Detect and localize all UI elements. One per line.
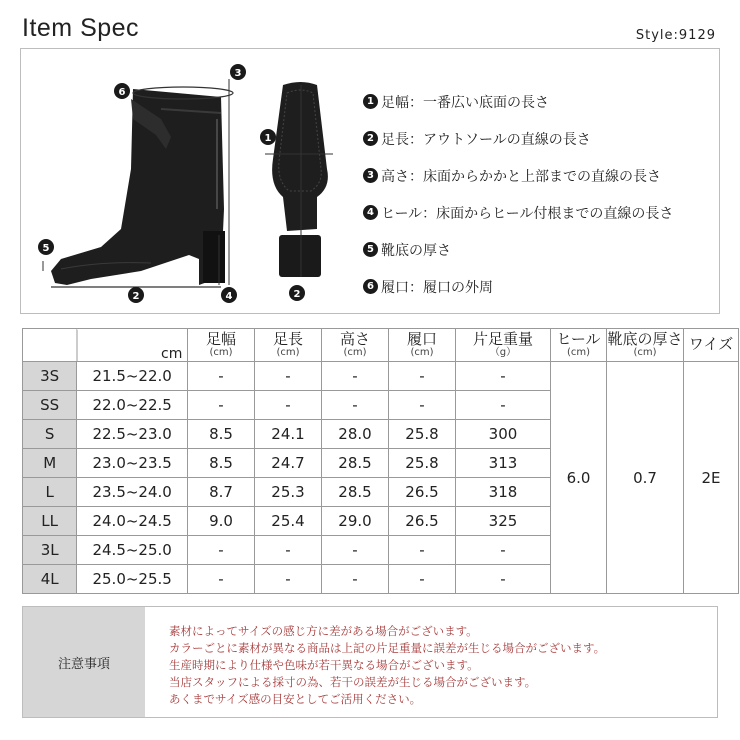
length-cell: 24.7 bbox=[255, 449, 322, 478]
height-cell: 28.5 bbox=[322, 478, 389, 507]
header-wise: ワイズ bbox=[684, 329, 739, 362]
width-cell: - bbox=[188, 536, 255, 565]
height-cell: 28.5 bbox=[322, 449, 389, 478]
size-cell: M bbox=[23, 449, 77, 478]
size-cell: 3L bbox=[23, 536, 77, 565]
number-badge: 1 bbox=[363, 94, 378, 109]
legend-text: 足長：アウトソールの直線の長さ bbox=[381, 131, 591, 148]
cm-cell: 22.0~22.5 bbox=[77, 391, 188, 420]
cm-cell: 23.0~23.5 bbox=[77, 449, 188, 478]
notes-panel bbox=[22, 606, 718, 718]
note-line: カラーごとに素材が異なる商品は上記の片足重量に誤差が生じる場合がございます。 bbox=[169, 641, 606, 655]
legend-item bbox=[363, 231, 723, 268]
page-title: Item Spec bbox=[22, 14, 140, 42]
corner-size-cm-label: SIZE bbox=[80, 333, 103, 344]
sole-cell: 0.7 bbox=[607, 362, 684, 594]
opening-cell: - bbox=[389, 391, 456, 420]
height-cell: - bbox=[322, 391, 389, 420]
note-line: あくまでサイズ感の目安としてご活用ください。 bbox=[169, 692, 422, 706]
badge-2-sole bbox=[289, 285, 305, 301]
height-cell: 28.0 bbox=[322, 420, 389, 449]
table-row bbox=[23, 362, 739, 391]
height-cell: - bbox=[322, 362, 389, 391]
boot-side-view bbox=[51, 89, 225, 285]
cm-cell: 21.5~22.0 bbox=[77, 362, 188, 391]
width-cell: 8.5 bbox=[188, 420, 255, 449]
cm-cell: 22.5~23.0 bbox=[77, 420, 188, 449]
wise-cell: 2E bbox=[684, 362, 739, 594]
svg-text:4: 4 bbox=[225, 291, 233, 302]
size-cell: LL bbox=[23, 507, 77, 536]
header-heel: ヒール (cm) bbox=[551, 329, 607, 362]
corner-size-label: SIZE bbox=[26, 333, 49, 344]
length-cell: - bbox=[255, 391, 322, 420]
boot-diagram bbox=[21, 49, 356, 315]
width-cell: 8.7 bbox=[188, 478, 255, 507]
opening-cell: 25.8 bbox=[389, 420, 456, 449]
header-weight: 片足重量 （g） bbox=[456, 329, 551, 362]
length-cell: - bbox=[255, 536, 322, 565]
svg-text:2: 2 bbox=[132, 291, 140, 302]
number-badge: 2 bbox=[363, 131, 378, 146]
height-cell: - bbox=[322, 565, 389, 594]
opening-cell: 26.5 bbox=[389, 478, 456, 507]
size-cell: L bbox=[23, 478, 77, 507]
legend-text: 靴底の厚さ bbox=[381, 242, 451, 259]
header-foot-length: 足長 (cm) bbox=[255, 329, 322, 362]
legend-item bbox=[363, 157, 723, 194]
cm-cell: 24.5~25.0 bbox=[77, 536, 188, 565]
number-badge: 5 bbox=[363, 242, 378, 257]
size-cell: 3S bbox=[23, 362, 77, 391]
opening-cell: - bbox=[389, 536, 456, 565]
corner-sml-label: S·M·L bbox=[45, 350, 72, 361]
style-code: Style:9129 bbox=[635, 28, 716, 43]
svg-text:3: 3 bbox=[234, 68, 242, 79]
badge-4 bbox=[221, 287, 237, 303]
spec-panel bbox=[20, 48, 720, 314]
height-cell: 29.0 bbox=[322, 507, 389, 536]
legend-text: 足幅：一番広い底面の長さ bbox=[381, 94, 549, 111]
cm-cell: 25.0~25.5 bbox=[77, 565, 188, 594]
height-cell: - bbox=[322, 536, 389, 565]
heel-cell: 6.0 bbox=[551, 362, 607, 594]
size-cell: 4L bbox=[23, 565, 77, 594]
badge-6 bbox=[114, 83, 130, 99]
opening-cell: 25.8 bbox=[389, 449, 456, 478]
weight-cell: 313 bbox=[456, 449, 551, 478]
legend-text: 高さ：床面からかかと上部までの直線の長さ bbox=[381, 168, 661, 185]
width-cell: 8.5 bbox=[188, 449, 255, 478]
legend-item bbox=[363, 268, 723, 305]
weight-cell: - bbox=[456, 362, 551, 391]
table-corner-cell bbox=[23, 329, 188, 362]
svg-text:6: 6 bbox=[118, 87, 126, 98]
measurement-legend bbox=[363, 83, 723, 305]
number-badge: 6 bbox=[363, 279, 378, 294]
size-cell: S bbox=[23, 420, 77, 449]
badge-2-side bbox=[128, 287, 144, 303]
badge-5 bbox=[38, 239, 54, 255]
length-cell: 24.1 bbox=[255, 420, 322, 449]
cm-cell: 23.5~24.0 bbox=[77, 478, 188, 507]
weight-cell: - bbox=[456, 536, 551, 565]
legend-text: ヒール：床面からヒール付根までの直線の長さ bbox=[381, 205, 674, 222]
notes-list bbox=[169, 623, 605, 708]
legend-item bbox=[363, 120, 723, 157]
weight-cell: - bbox=[456, 391, 551, 420]
opening-cell: 26.5 bbox=[389, 507, 456, 536]
badge-3 bbox=[230, 64, 246, 80]
width-cell: - bbox=[188, 362, 255, 391]
note-line: 素材によってサイズの感じ方に差がある場合がございます。 bbox=[169, 624, 478, 638]
note-line: 当店スタッフによる採寸の為、若干の誤差が生じる場合がございます。 bbox=[169, 675, 537, 689]
legend-item bbox=[363, 83, 723, 120]
size-cell: SS bbox=[23, 391, 77, 420]
cm-cell: 24.0~24.5 bbox=[77, 507, 188, 536]
header-sole-thickness: 靴底の厚さ (cm) bbox=[607, 329, 684, 362]
weight-cell: 325 bbox=[456, 507, 551, 536]
badge-1 bbox=[260, 129, 276, 145]
header-height: 高さ (cm) bbox=[322, 329, 389, 362]
legend-text: 履口：履口の外周 bbox=[381, 279, 493, 296]
svg-text:5: 5 bbox=[42, 243, 50, 254]
weight-cell: - bbox=[456, 565, 551, 594]
svg-text:1: 1 bbox=[264, 133, 272, 144]
weight-cell: 318 bbox=[456, 478, 551, 507]
length-cell: 25.4 bbox=[255, 507, 322, 536]
header-foot-width: 足幅 (cm) bbox=[188, 329, 255, 362]
length-cell: 25.3 bbox=[255, 478, 322, 507]
opening-cell: - bbox=[389, 362, 456, 391]
length-cell: - bbox=[255, 565, 322, 594]
number-badge: 4 bbox=[363, 205, 378, 220]
legend-item bbox=[363, 194, 723, 231]
width-cell: 9.0 bbox=[188, 507, 255, 536]
table-header-row bbox=[23, 329, 739, 362]
weight-cell: 300 bbox=[456, 420, 551, 449]
corner-cm-label: cm bbox=[161, 346, 183, 361]
length-cell: - bbox=[255, 362, 322, 391]
header-opening: 履口 (cm) bbox=[389, 329, 456, 362]
size-table bbox=[22, 328, 739, 594]
notes-label: 注意事項 bbox=[23, 607, 145, 717]
boot-sole-view bbox=[272, 82, 328, 277]
opening-cell: - bbox=[389, 565, 456, 594]
width-cell: - bbox=[188, 565, 255, 594]
note-line: 生産時期により仕様や色味が若干異なる場合がございます。 bbox=[169, 658, 479, 672]
svg-text:2: 2 bbox=[293, 289, 301, 300]
number-badge: 3 bbox=[363, 168, 378, 183]
width-cell: - bbox=[188, 391, 255, 420]
